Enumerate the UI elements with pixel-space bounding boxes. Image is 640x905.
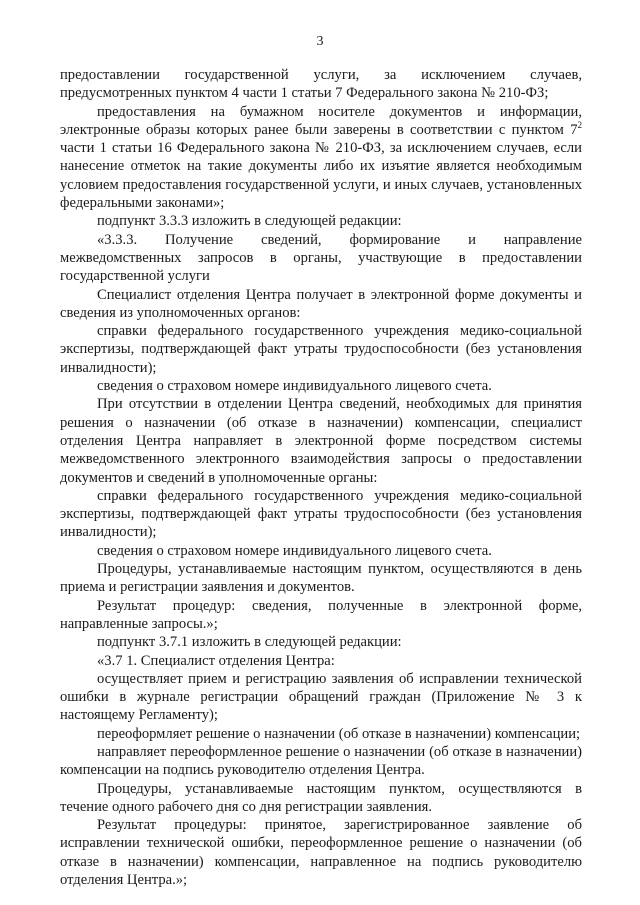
paragraph [60, 231, 582, 286]
paragraph [60, 725, 582, 743]
paragraph-text: Процедуры, устанавливаемые настоящим пунктом, осуществляются в день приема и регистрации заявления и документов. [60, 561, 582, 596]
paragraph-text: предоставлении государственной услуги, за исключением случаев, предусмотренных пунктом 4 части 1 статьи 7 Федерального закона № 210-ФЗ; [60, 67, 582, 102]
paragraph-text: При отсутствии в отделении Центра сведений, необходимых для принятия решения о назначении (об отказе в назначении) компенсации, специалист отделения Центра направляет в электронной форме посредством системы межведомственного электронного взаимодействия запросы о предоставлении документов и сведений в уполномоченные органы: [60, 396, 582, 486]
paragraph [60, 743, 582, 780]
paragraph-text: подпункт 3.3.3 изложить в следующей редакции: [97, 213, 402, 230]
paragraph [60, 212, 582, 230]
paragraph-text: справки федерального государственного учреждения медико-социальной экспертизы, подтверждающей факт утраты трудоспособности (без установления инвалидности); [60, 487, 582, 541]
paragraph [60, 322, 582, 377]
paragraph [60, 377, 582, 395]
paragraph-text: «3.7 1. Специалист отделения Центра: [97, 652, 335, 669]
paragraph-text: справки федерального государственного учреждения медико-социальной экспертизы, подтверждающей факт утраты трудоспособности (без установления инвалидности); [60, 323, 582, 376]
paragraph [60, 66, 582, 103]
document-body [60, 66, 582, 889]
paragraph-text: «3.3.3. Получение сведений, формирование и направление межведомственных запросов в органы, участвующие в предоставлении государственной услуги [60, 231, 582, 285]
paragraph [60, 395, 582, 486]
paragraph-text: переоформляет решение о назначении (об отказе в назначении) компенсации; [97, 725, 581, 742]
paragraph-text: Процедуры, устанавливаемые настоящим пунктом, осуществляются в течение одного рабочего дня со дня регистрации заявления. [60, 780, 582, 815]
paragraph [60, 816, 582, 889]
paragraph-text: Результат процедур: сведения, полученные в электронной форме, направленные запросы.»; [60, 597, 582, 632]
paragraph-text: предоставления на бумажном носителе документов и информации, электронные образы которых ранее были заверены в соответствии с пунктом 7 [60, 103, 582, 138]
paragraph-text: сведения о страховом номере индивидуального лицевого счета. [97, 378, 492, 395]
paragraph-text: Результат процедуры: принятое, зарегистрированное заявление об исправлении технической ошибки, переоформленное решение о назначении (об отказе в назначении) компенсации, направленное на подпись руководителю отделения Центра.»; [60, 817, 582, 889]
paragraph [60, 780, 582, 817]
paragraph [60, 487, 582, 542]
paragraph-text: подпункт 3.7.1 изложить в следующей редакции: [97, 634, 402, 651]
paragraph [60, 670, 582, 725]
superscript: 2 [577, 119, 582, 130]
paragraph [60, 286, 582, 323]
paragraph-text: осуществляет прием и регистрацию заявления об исправлении технической ошибки в журнале регистрации обращений граждан (Приложение № 3 к настоящему Регламенту); [60, 670, 582, 724]
paragraph [60, 633, 582, 651]
paragraph-text: сведения о страховом номере индивидуального лицевого счета. [97, 542, 492, 559]
paragraph [60, 597, 582, 634]
paragraph-text: Специалист отделения Центра получает в электронной форме документы и сведения из уполномоченных органов: [60, 286, 582, 321]
paragraph-text-continued: части 1 статьи 16 Федерального закона № 210-ФЗ, за исключением случаев, если нанесение отметок на такие документы либо их изъятие является необходимым условием предоставления государственной услуги, и иных случаев, установленных федеральными законами»; [60, 140, 582, 212]
paragraph [60, 560, 582, 597]
paragraph [60, 542, 582, 560]
paragraph [60, 103, 582, 213]
paragraph-text: направляет переоформленное решение о назначении (об отказе в назначении) компенсации на подпись руководителю отделения Центра. [60, 743, 582, 779]
page-number: 3 [316, 34, 324, 49]
paragraph [60, 652, 582, 670]
